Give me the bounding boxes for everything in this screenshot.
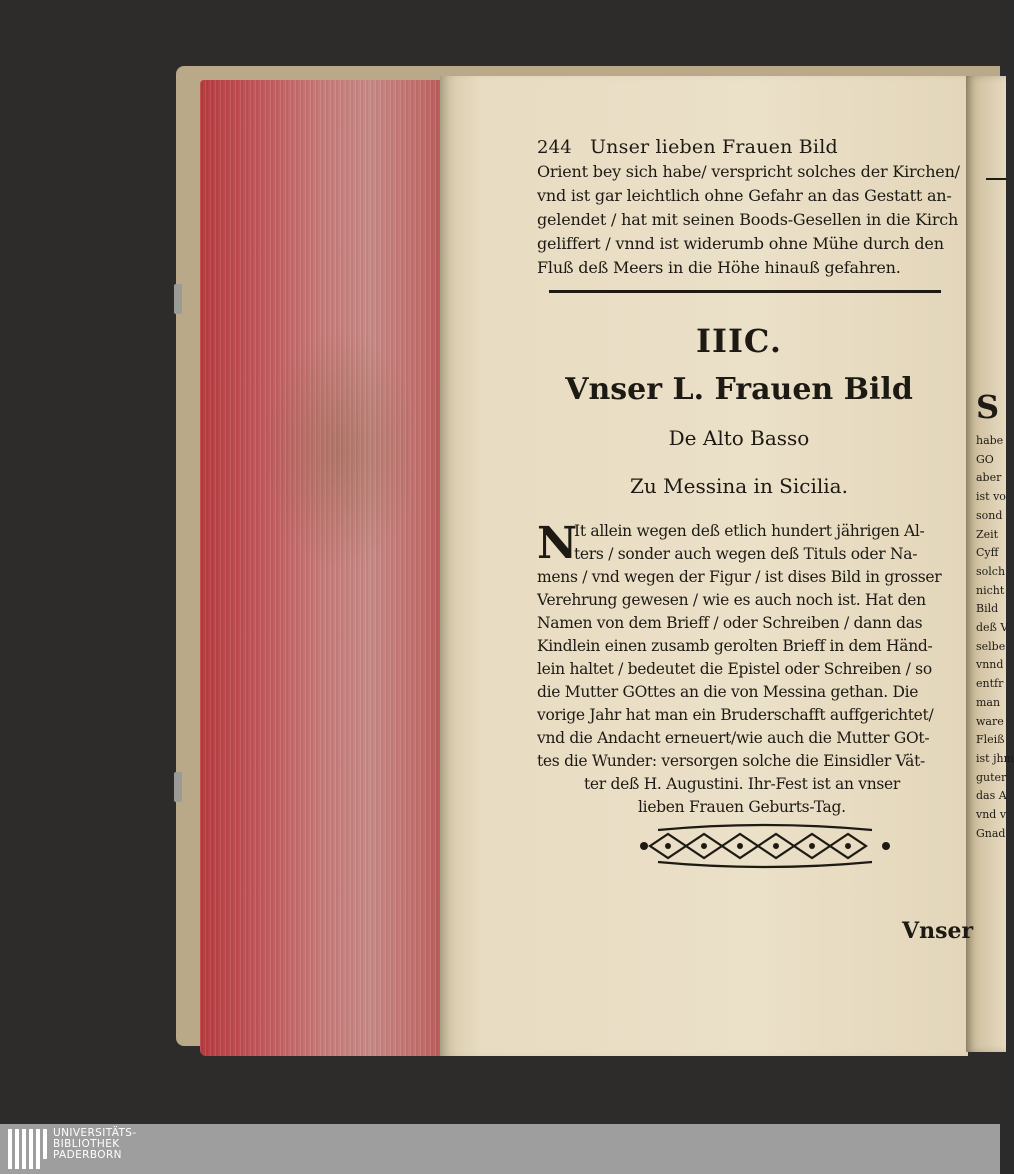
section-number: IIIC.: [696, 322, 782, 360]
paragraph-line-9: vorige Jahr hat man ein Bruderschafft auffgerichtet/: [537, 706, 934, 724]
running-head: [537, 136, 838, 158]
footer-line-1: UNIVERSITÄTS-: [53, 1127, 137, 1139]
clasp-lower: [174, 772, 182, 802]
paragraph-line-1: It allein wegen deß etlich hundert jährigen Al-: [574, 522, 925, 540]
paragraph-line-6: Kindlein einen zusamb gerolten Brieff in dem Händ-: [537, 637, 933, 655]
ornament-vignette: [638, 822, 892, 870]
catchword: Vnser: [902, 918, 974, 944]
paragraph-line-13: lieben Frauen Geburts-Tag.: [638, 798, 846, 816]
page-number: 244: [537, 137, 572, 158]
paragraph-line-7: lein haltet / bedeutet die Epistel oder Schreiben / so: [537, 660, 932, 678]
paragraph-line-8: die Mutter GOttes an die von Messina gethan. Die: [537, 683, 919, 701]
section-title: Vnser L. Frauen Bild: [565, 372, 913, 407]
paragraph-line-10: vnd die Andacht erneuert/wie auch die Mutter GOt-: [537, 729, 930, 747]
paragraph-line-4: Verehrung gewesen / wie es auch noch ist. Hat den: [537, 591, 926, 609]
edge-stain: [260, 330, 420, 570]
clasp-upper: [174, 284, 182, 314]
paragraph-line-5: Namen von dem Brieff / oder Schreiben / dann das: [537, 614, 923, 632]
section-place: Zu Messina in Sicilia.: [630, 474, 848, 498]
right-page-text: habe GO aber ist vo sond Zeit Cyff solch nicht Bild deß V selbe vnnd entfr man ware Fleiß ist jhm guter das A vnd v Gnad: [976, 434, 1014, 840]
top-line-2: vnd ist gar leichtlich ohne Gefahr an das Gestatt an-: [537, 186, 952, 205]
top-line-4: geliffert / vnnd ist widerumb ohne Mühe durch den: [537, 234, 944, 253]
section-subtitle: De Alto Basso: [668, 426, 810, 450]
top-line-1: Orient bey sich habe/ verspricht solches der Kirchen/: [537, 162, 960, 181]
library-logo-icon: [8, 1129, 48, 1169]
right-page-initial: S: [976, 388, 1000, 426]
top-line-3: gelendet / hat mit seinen Boods-Gesellen in die Kirch: [537, 210, 959, 229]
running-head-title: Unser lieben Frauen Bild: [589, 136, 838, 158]
right-page-rule: [986, 178, 1006, 180]
paragraph-line-3: mens / vnd wegen der Figur / ist dises Bild in grosser: [537, 568, 942, 586]
top-line-5: Fluß deß Meers in die Höhe hinauß gefahren.: [537, 258, 901, 277]
footer-line-3: PADERBORN: [53, 1149, 122, 1161]
paragraph-line-2: ters / sonder auch wegen deß Tituls oder Na-: [574, 545, 918, 563]
drop-cap: N: [537, 518, 578, 569]
section-divider-rule: [549, 290, 941, 293]
paragraph-line-12: ter deß H. Augustini. Ihr-Fest ist an vnser: [584, 775, 901, 793]
library-footer-bar: [0, 1124, 1000, 1174]
footer-line-2: BIBLIOTHEK: [53, 1138, 120, 1150]
paragraph-line-11: tes die Wunder: versorgen solche die Einsidler Vät-: [537, 752, 925, 770]
